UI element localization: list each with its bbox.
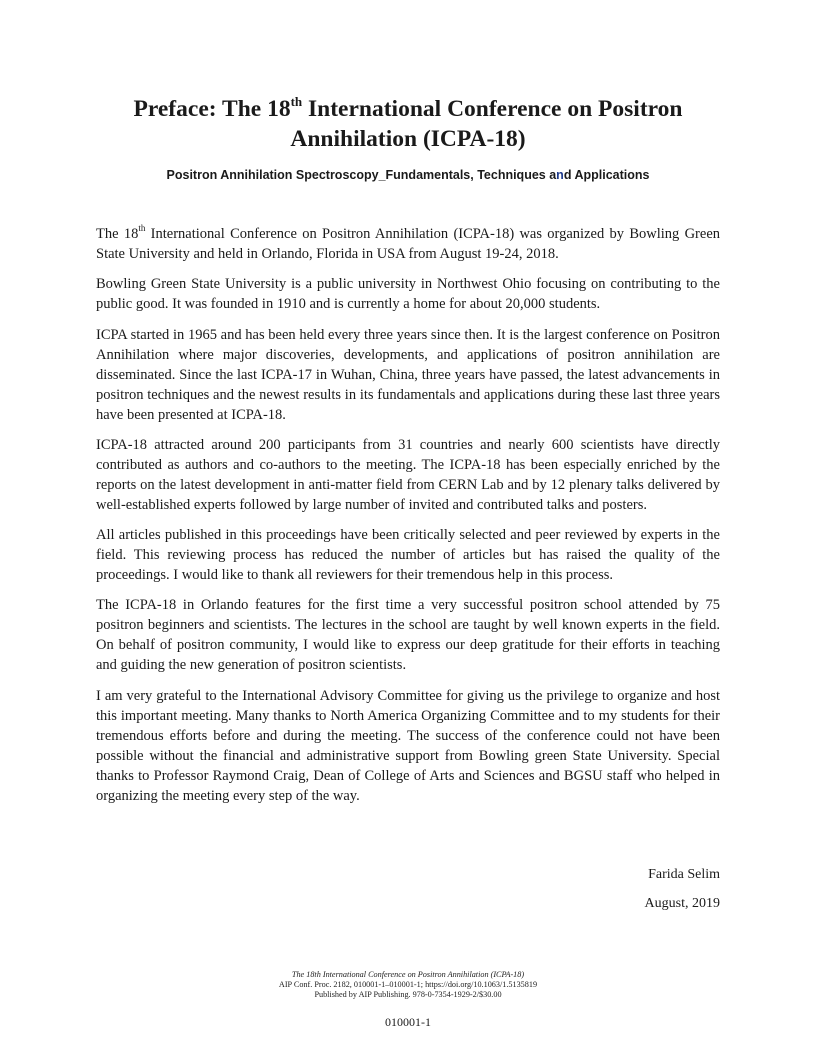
footer-publisher: Published by AIP Publishing. 978-0-7354-1929-2/$30.00 (314, 990, 502, 999)
paragraph-2: Bowling Green State University is a public university in Northwest Ohio focusing on contributing to the public good. It was founded in 1910 and is currently a home for about 20,000 students. (96, 276, 720, 313)
preface-body (96, 224, 720, 816)
paragraph-1-part-a: The 18 (96, 226, 139, 242)
title-superscript: th (290, 94, 303, 110)
signature-name: Farida Selim (648, 867, 720, 882)
footer-conference: The 18th International Conference on Positron Annihilation (ICPA-18) (291, 970, 525, 979)
paragraph-1-superscript: th (138, 223, 146, 234)
paragraph-3: ICPA started in 1965 and has been held every three years since then. It is the largest conference on Positron Annihilation where major discoveries, developments, and applications of positron annihilation are disseminated. Since the last ICPA-17 in Wuhan, China, three years have passed, the latest advancements in positron techniques and the newest results in its fundamentals and applications during these last three years have been presented at ICPA-18. (96, 326, 720, 423)
paragraph-4: ICPA-18 attracted around 200 participants from 31 countries and nearly 600 scientists have directly contributed as authors and co-authors to the meeting. The ICPA-18 has been especially enriched by the reports on the latest development in anti-matter field from CERN Lab and by 12 plenary talks delivered by well-established experts followed by large number of invited and contributed talks and posters. (96, 436, 720, 513)
page-subtitle (80, 166, 736, 184)
paragraph-1 (96, 224, 720, 264)
page-number: 010001-1 (385, 1015, 431, 1029)
citation-footer (150, 970, 666, 1000)
subtitle-highlight: n (556, 168, 564, 182)
paragraph-6: The ICPA-18 in Orlando features for the first time a very successful positron school attended by 75 positron beginners and scientists. The lectures in the school are taught by well known experts in the field. On behalf of positron community, I would like to express our deep gratitude for their efforts in teaching and guiding the new generation of positron scientists. (96, 597, 720, 674)
footer-citation: AIP Conf. Proc. 2182, 010001-1–010001-1; https://doi.org/10.1063/1.5135819 (278, 980, 538, 989)
signature-date: August, 2019 (644, 896, 720, 911)
paragraph-5: All articles published in this proceedings have been critically selected and peer reviewed by experts in the field. This reviewing process has reduced the number of articles but has raised the quality of the proceedings. I would like to thank all reviewers for their tremendous help in this process. (96, 527, 720, 584)
page-title (80, 94, 736, 154)
title-text-line2: Annihilation (ICPA-18) (290, 126, 526, 152)
paragraph-1-part-b: International Conference on Positron Annihilation (ICPA-18) was organized by Bowling Green State University and held in Orlando, Florida in USA from August 19-24, 2018. (96, 226, 720, 262)
subtitle-part2: d Applications (563, 168, 650, 182)
subtitle-part1: Positron Annihilation Spectroscopy_Fundamentals, Techniques a (166, 168, 557, 182)
title-text-part1: Preface: The 18 (133, 96, 291, 122)
paragraph-7: I am very grateful to the International Advisory Committee for giving us the privilege to organize and host this important meeting. Many thanks to North America Organizing Committee and to my students for their tremendous efforts before and during the meeting. The success of the conference could not have been possible without the financial and administrative support from Bowling green State University. Special thanks to Professor Raymond Craig, Dean of College of Arts and Sciences and BGSU staff who helped in organizing the meeting every step of the way. (96, 687, 720, 804)
title-text-part2: International Conference on Positron (302, 96, 683, 122)
